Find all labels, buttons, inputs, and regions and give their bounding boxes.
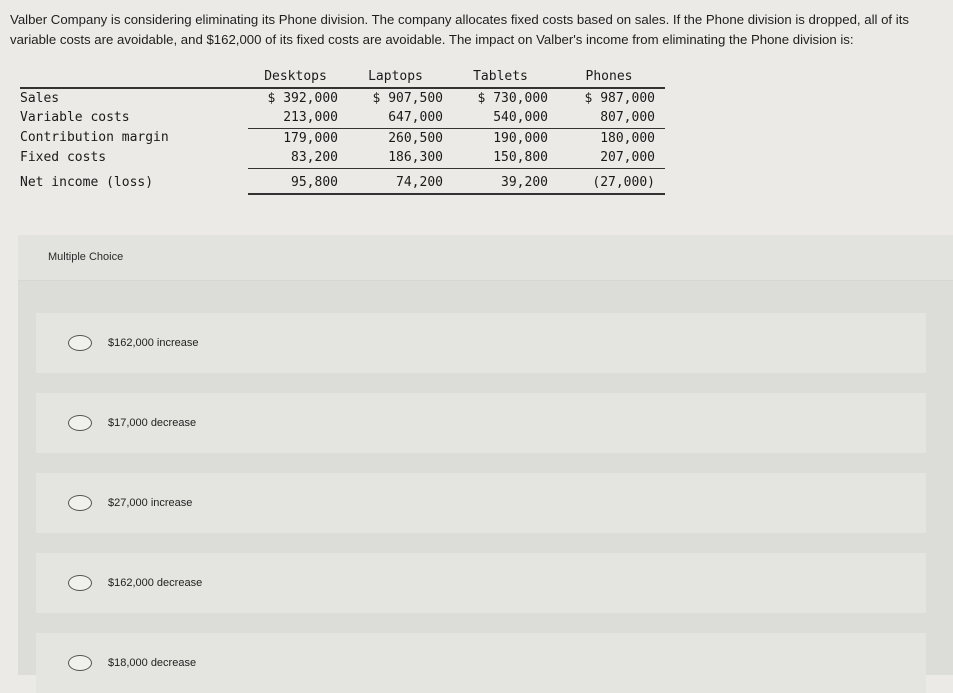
table-header-row [20,67,665,88]
table-cell: 83,200 [248,148,343,168]
table-cell: $ 907,500 [372,90,443,106]
radio-button[interactable] [68,335,92,351]
radio-button[interactable] [68,495,92,511]
table-cell: 207,000 [553,148,665,168]
choice-option[interactable] [36,393,926,453]
choice-label: $18,000 decrease [108,657,197,669]
table-cell: 540,000 [448,108,553,128]
choice-label: $162,000 decrease [108,577,203,589]
table-row [20,168,665,194]
table-cell: 179,000 [283,130,338,146]
multiple-choice-panel [18,235,953,675]
row-label: Sales [20,90,60,106]
choice-option[interactable] [36,473,926,533]
multiple-choice-header [18,235,953,281]
table-cell: $ 987,000 [584,90,655,106]
table-row [20,108,665,128]
choice-option[interactable] [36,633,926,693]
table-cell: 260,500 [388,130,443,146]
table-cell: 74,200 [343,168,448,194]
question-text: Valber Company is considering eliminating its Phone division. The company allocates fixed costs based on sales. If the Phone division is dropped, all of its variable costs are avoidable, and $162,000 of its fixed costs are avoidable. The impact on Valber's income from eliminating the Phone division is: [10,12,909,47]
column-header: Desktops [248,67,343,88]
table-row [20,148,665,168]
table-cell: 180,000 [600,130,655,146]
table-row [20,88,665,109]
financial-table [20,67,665,195]
choice-label: $17,000 decrease [108,417,197,429]
choice-label: $162,000 increase [108,337,199,349]
table-cell: 39,200 [448,168,553,194]
row-label: Variable costs [20,110,130,126]
table-cell: 150,800 [448,148,553,168]
choice-label: $27,000 increase [108,497,193,509]
multiple-choice-title: Multiple Choice [48,251,124,263]
table-cell: $ 730,000 [477,90,548,106]
table-row [20,128,665,148]
table-cell: 647,000 [343,108,448,128]
table-cell: $ 392,000 [267,90,338,106]
row-label: Fixed costs [20,150,107,166]
table-cell: 95,800 [248,168,343,194]
table-cell: 213,000 [248,108,343,128]
row-label: Contribution margin [20,130,169,146]
choice-option[interactable] [36,313,926,373]
table-cell: 186,300 [343,148,448,168]
choice-option[interactable] [36,553,926,613]
radio-button[interactable] [68,575,92,591]
row-label: Net income (loss) [20,175,154,190]
column-header: Phones [553,67,665,88]
table-cell: (27,000) [553,168,665,194]
radio-button[interactable] [68,415,92,431]
column-header: Tablets [448,67,553,88]
radio-button[interactable] [68,655,92,671]
table-cell: 807,000 [553,108,665,128]
column-header: Laptops [343,67,448,88]
table-cell: 190,000 [493,130,548,146]
